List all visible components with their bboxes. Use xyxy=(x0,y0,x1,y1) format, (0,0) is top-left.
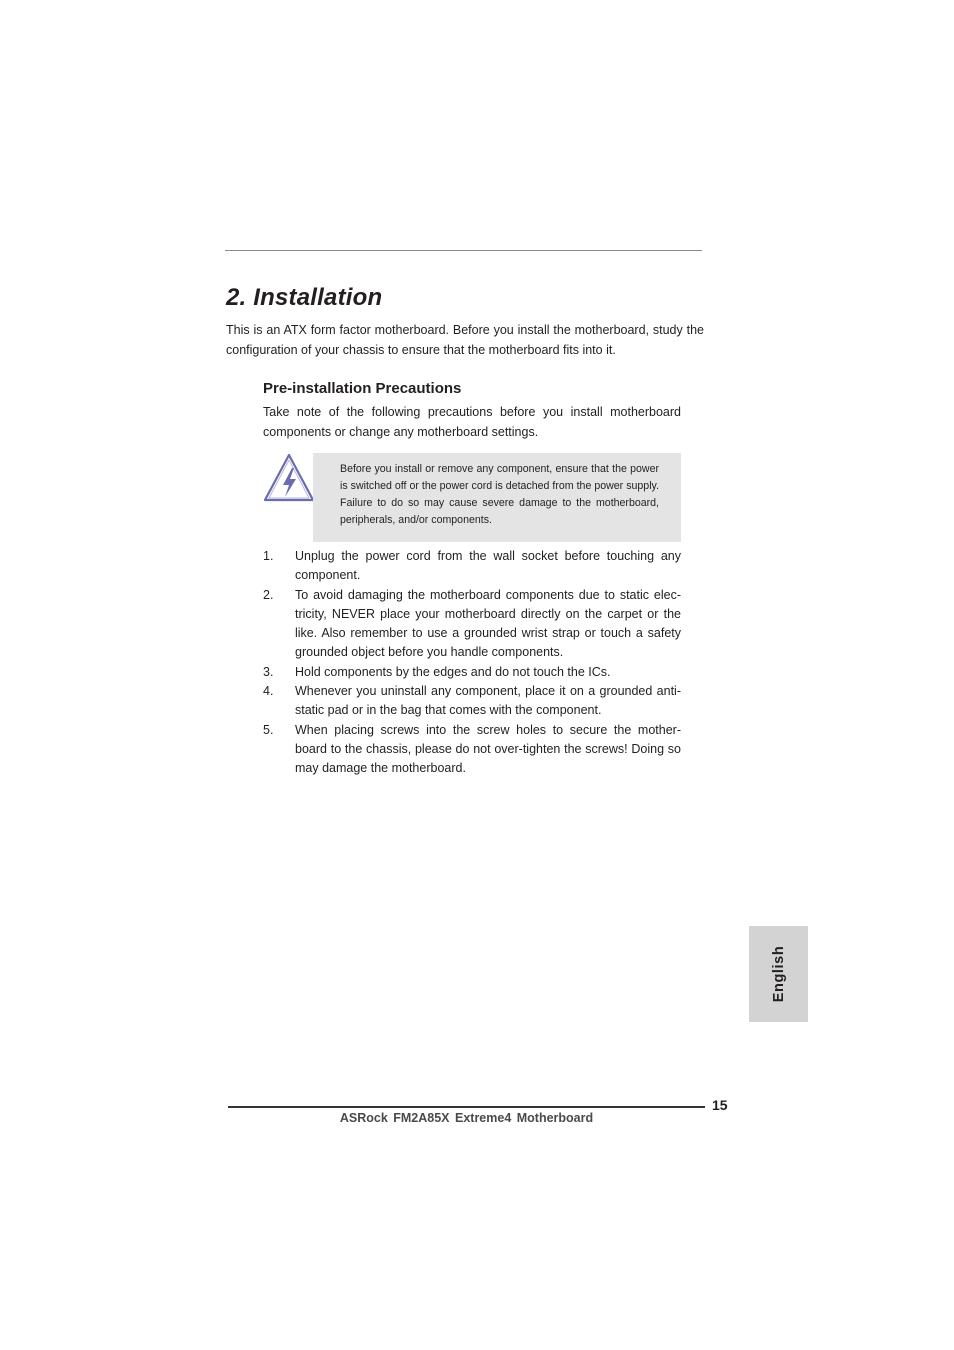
list-item-number: 5. xyxy=(263,722,274,737)
footer-product-name: ASRock FM2A85X Extreme4 Motherboard xyxy=(339,1111,594,1125)
list-item-text: Whenever you uninstall any component, place it on a grounded anti-static pad or in the bag that comes with the component. xyxy=(295,684,681,718)
list-item xyxy=(263,663,681,682)
precautions-lead: Take note of the following precautions before you install motherboard components or change any motherboard settings. xyxy=(263,405,681,439)
list-item xyxy=(263,682,681,721)
list-item-number: 2. xyxy=(263,587,274,602)
list-item-number: 1. xyxy=(263,549,274,563)
list-item-text: Hold components by the edges and do not touch the ICs. xyxy=(295,664,611,679)
intro-paragraph: This is an ATX form factor motherboard. Before you install the motherboard, study the configuration of your chassis to ensure that the motherboard fits into it. xyxy=(226,323,704,357)
list-item-text: To avoid damaging the motherboard components due to static elec-tricity, NEVER place your motherboard directly on the carpet or the like. Also remember to use a grounded wrist strap or touch a safety grounded object before you handle components. xyxy=(295,587,681,660)
page-number: 15 xyxy=(712,1097,728,1113)
list-item-text: When placing screws into the screw holes to secure the mother-board to the chassis, please do not over-tighten the screws! Doing so may damage the motherboard. xyxy=(295,722,681,776)
footer-divider xyxy=(228,1106,705,1108)
section-title: 2. Installation xyxy=(226,284,383,311)
list-item xyxy=(263,721,681,779)
warning-triangle-lightning-icon xyxy=(263,452,315,504)
list-item xyxy=(263,586,681,663)
precautions-heading: Pre-installation Precautions xyxy=(263,380,462,397)
list-item-text: Unplug the power cord from the wall socket before touching any component. xyxy=(295,549,681,583)
warning-text: Before you install or remove any component, ensure that the power is switched off or the power cord is detached from the power supply. Failure to do so may cause severe damage to the motherboard, peripherals, and/or components. xyxy=(340,463,659,526)
top-divider xyxy=(225,250,702,251)
precaution-steps xyxy=(263,547,681,779)
list-item xyxy=(263,547,681,586)
language-tab xyxy=(749,926,808,1022)
list-item-number: 3. xyxy=(263,664,274,679)
list-item-number: 4. xyxy=(263,684,274,699)
warning-box xyxy=(313,453,681,542)
language-label: English xyxy=(770,945,787,1003)
